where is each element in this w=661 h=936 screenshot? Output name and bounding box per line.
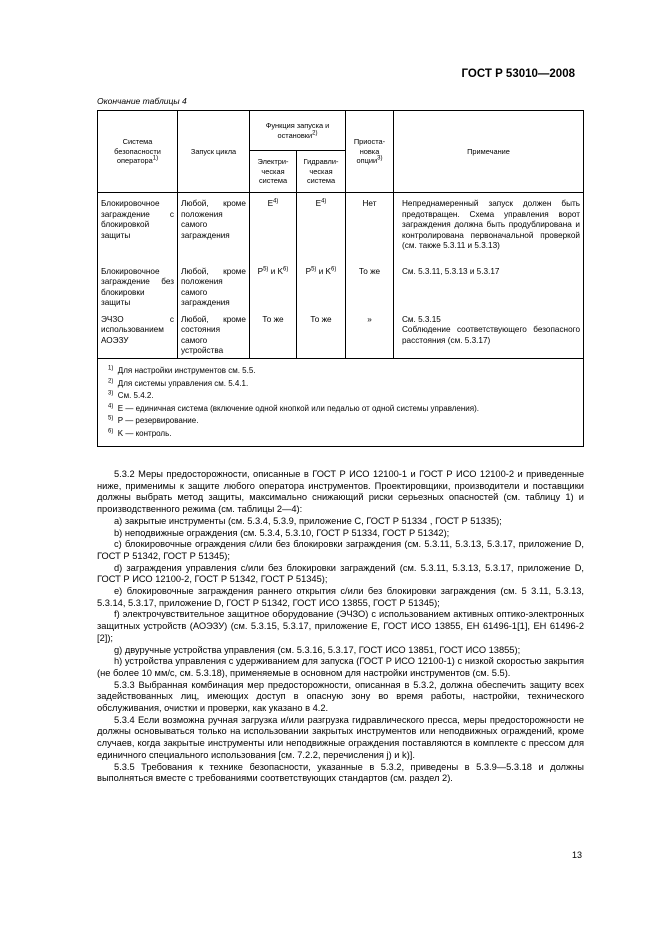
cell-start: Любой, кроме состояния самого устройства [178, 315, 250, 359]
list-item: f) электрочувствительное защитное оборудование (ЭЧЗО) с использованием активных оптико-электронных защитных устройств (АОЭЗУ) (см. 5.3.15, 5.3.17, приложение Е, ГОСТ ИСО 13855, ЕН 61496-1[1], ЕН 61496-2 [2]); [97, 609, 584, 643]
table-caption: Окончание таблицы 4 [97, 96, 187, 106]
page-number: 13 [571, 850, 582, 860]
table-row [98, 315, 584, 359]
list-item: c) блокировочные ограждения с/или без блокировки заграждения (см. 5.3.11, 5.3.13, 5.3.17, приложение D, ГОСТ Р 51342, ГОСТ Р 51345); [97, 539, 584, 561]
cell-hydraulic: $E^{4)}$ [297, 193, 346, 264]
cell-system: Блокировочное заграждение без блокировки защиты [98, 264, 178, 315]
safety-table [97, 110, 584, 447]
cell-note: Непреднамеренный запуск должен быть предотвращен. Схема управления ворот заграждения должна быть продублирована и контролирована первоначальной проверкой (см. также 5.3.11 и 5.3.13) [394, 193, 584, 264]
cell-stop: Нет [346, 193, 394, 264]
footnote: $^{1)}$ Для настройки инструментов см. 5.5. [108, 365, 256, 375]
cell-electric: $E^{4)}$ [250, 193, 297, 264]
footnote: $^{6)}$ K — контроль. [108, 427, 172, 438]
footnote: $^{4)}$ E — единичная система (включение одной кнопкой или педалью от одной системы управления). [108, 402, 479, 413]
paragraph-5-3-4: 5.3.4 Если возможна ручная загрузка и/или разгрузка гидравлического пресса, меры предосторожности не должны основываться только на использовании закрытых инструментов или неподвижных ограждений, кроме случаев, когда закрытые инструменты или неподвижные ограждения поставляются в комплекте с прессом для единичного специального использования [см. 7.2.2, перечисления j) и k)]. [97, 714, 584, 760]
body-text [97, 469, 584, 785]
cell-note: См. 5.3.15 Соблюдение соответствующего безопасного расстояния (см. 5.3.17) [394, 315, 584, 359]
cell-start: Любой, кроме положения самого заграждения [178, 193, 250, 264]
table-row [98, 193, 584, 264]
paragraph-5-3-3: 5.3.3 Выбранная комбинация мер предосторожности, описанная в 5.3.2, должна обеспечить защиту всех задействованных лиц, имеющих доступ в опасную зону во время работы, настройки, технического обслуживания, очистки и проверки, как указано в 4.2. [97, 679, 584, 714]
footnote: $^{5)}$ P — резервирование. [108, 415, 199, 425]
document-code: ГОСТ Р 53010—2008 [461, 68, 575, 80]
header-note: Примечание [394, 111, 584, 193]
paragraph-5-3-2: 5.3.2 Меры предосторожности, описанные в ГОСТ Р ИСО 12100-1 и ГОСТ Р ИСО 12100-2 и приведенные ниже, применимы к защите любого оператора инструментов. Проектировщики, производители и поставщики должны выбрать метод защиты, максимально снижающий риски серьезных опасностей (см. таблицу 1) и производственного режима (см. таблицы 2—4): [97, 469, 584, 515]
footnote: $^{3)}$ См. 5.4.2. [108, 390, 154, 400]
cell-start: Любой, кроме положения самого заграждения [178, 264, 250, 315]
header-electric: Электри-ческая система [250, 151, 297, 193]
header-stop: Приоста-новка опции$^{3)}$ [346, 111, 394, 193]
list-item: b) неподвижные ограждения (см. 5.3.4, 5.3.10, ГОСТ Р 51334, ГОСТ Р 51342); [114, 527, 450, 538]
cell-electric: То же [250, 315, 297, 359]
table-footnotes [98, 359, 584, 447]
cell-stop: То же [346, 264, 394, 315]
header-hydraulic: Гидравли-ческая система [297, 151, 346, 193]
paragraph-5-3-5: 5.3.5 Требования к технике безопасности, указанные в 5.3.2, приведены в 5.3.9—5.3.18 и должны выполняться вместе с требованиями соответствующих стандартов (см. раздел 2). [97, 761, 584, 784]
list-item: g) двуручные устройства управления (см. 5.3.16, 5.3.17, ГОСТ ИСО 13851, ГОСТ ИСО 13855); [114, 644, 521, 655]
table-row [98, 264, 584, 315]
cell-hydraulic: То же [297, 315, 346, 359]
cell-system: Блокировочное заграждение с блокировкой защиты [98, 193, 178, 264]
list-item: d) заграждения управления с/или без блокировки заграждений (см. 5.3.11, 5.3.13, 5.3.17, приложение D, ГОСТ Р ИСО 12100-2, ГОСТ Р 51342, ГОСТ Р 51345); [97, 562, 584, 585]
cell-note: См. 5.3.11, 5.3.13 и 5.3.17 [394, 264, 584, 315]
header-start: Запуск цикла [178, 111, 250, 193]
cell-electric: $P^{5)}$ и $K^{6)}$ [250, 264, 297, 315]
header-function: Функция запуска и остановки$^{2)}$ [250, 111, 346, 151]
footnote: $^{2)}$ Для системы управления см. 5.4.1. [108, 377, 249, 388]
list-item: e) блокировочные заграждения раннего открытия с/или без блокировки заграждения (см. 5 3.11, 5.3.13, 5.3.14, 5.3.17, приложение D, ГОСТ Р 51342, ГОСТ ИСО 13855, ГОСТ Р 51345); [97, 586, 584, 608]
list-item: a) закрытые инструменты (см. 5.3.4, 5.3.9, приложение С, ГОСТ Р 51334 , ГОСТ Р 51335); [114, 515, 502, 526]
cell-system: ЭЧЗО с использованием АОЭЗУ [98, 315, 178, 359]
list-item: h) устройства управления с удерживанием для запуска (ГОСТ Р ИСО 12100-1) с низкой скоростью закрытия (не более 10 мм/с, см. 5.3.18), применяемые в основном для настройки инструментов (см. 5.5). [97, 656, 584, 678]
header-system: Система безопасности оператора$^{1)}$ [98, 111, 178, 193]
cell-stop: » [346, 315, 394, 359]
cell-hydraulic: $P^{5)}$ и $K^{6)}$ [297, 264, 346, 315]
